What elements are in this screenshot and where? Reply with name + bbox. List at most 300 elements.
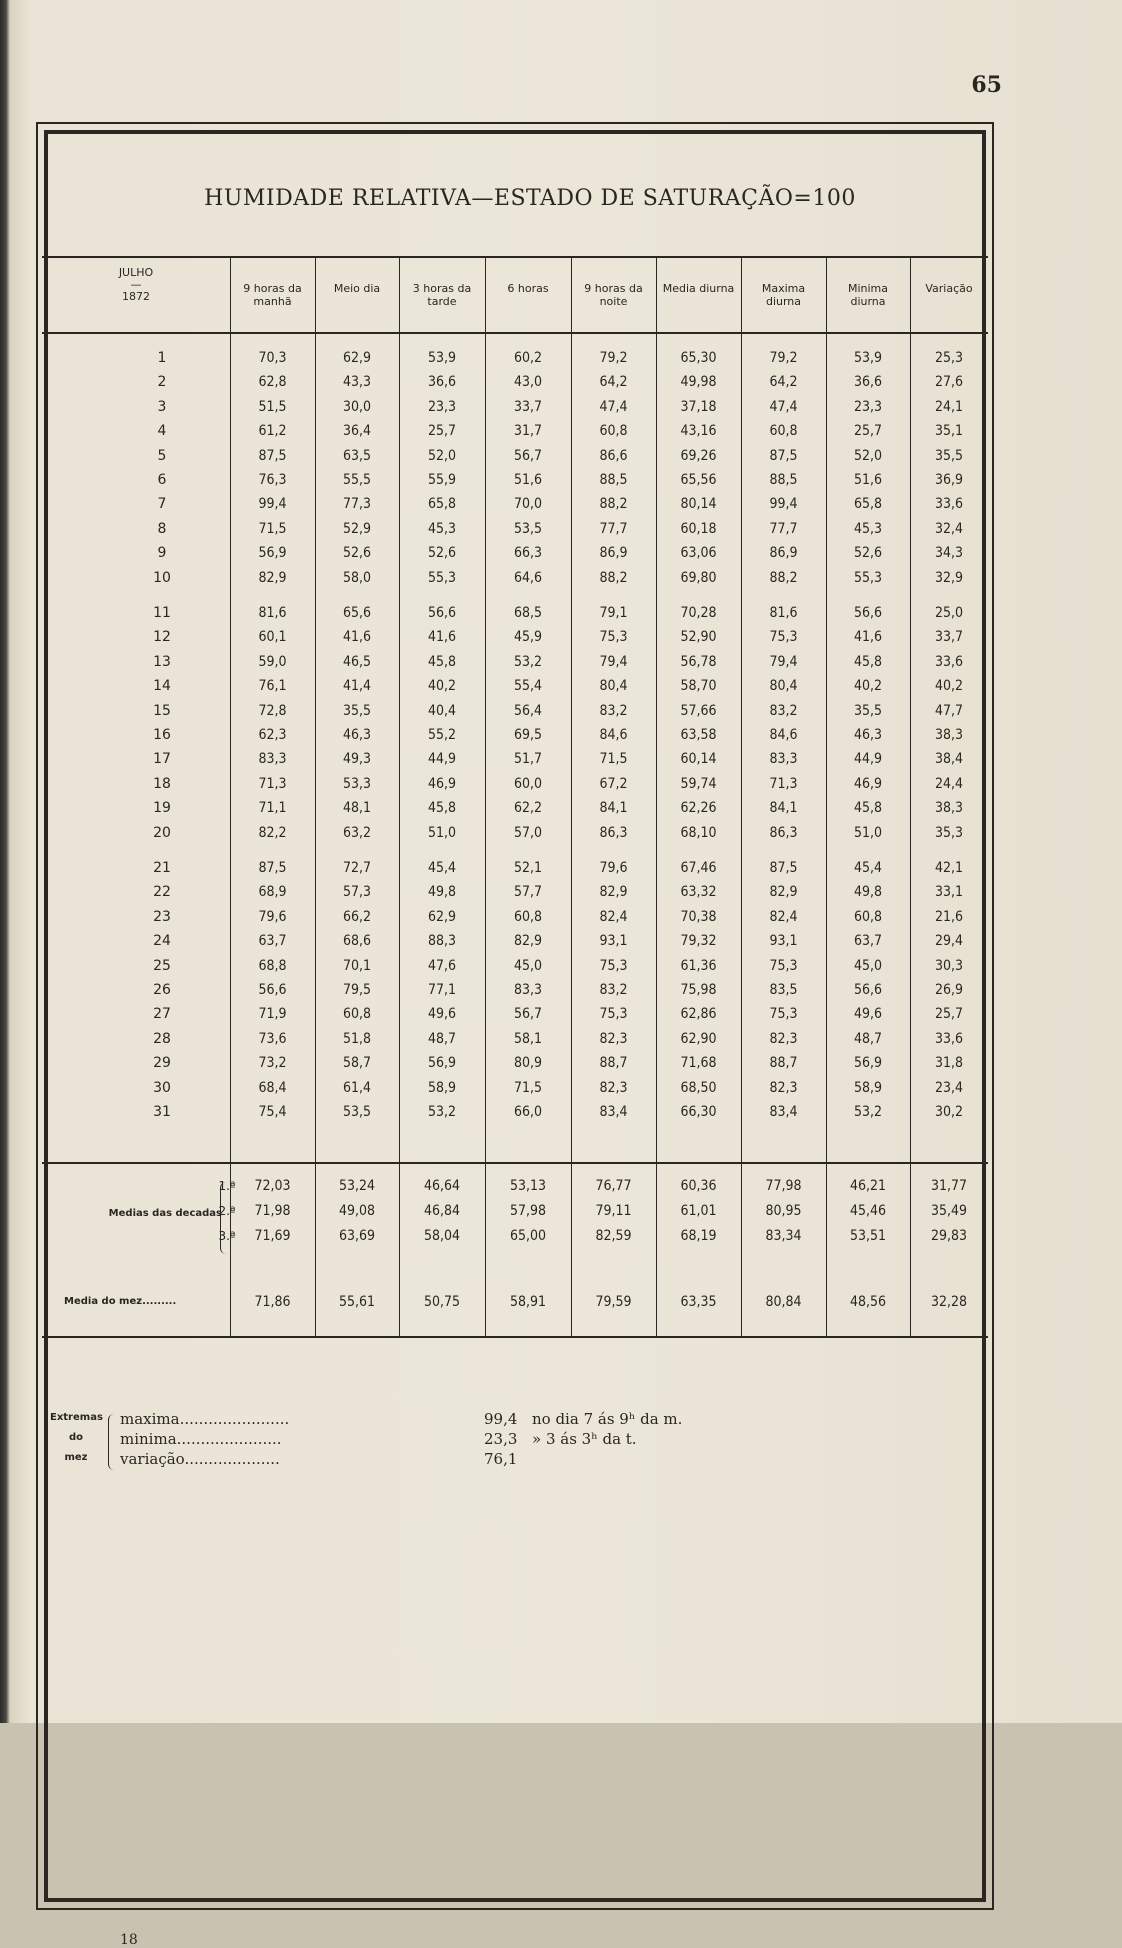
table-cell: 83,2 — [599, 982, 628, 998]
table-cell: 83,4 — [769, 1104, 798, 1120]
table-cell: 71,3 — [769, 775, 798, 792]
table-cell: 41,6 — [427, 629, 457, 646]
table-cell: 84,1 — [769, 800, 798, 817]
day-number: 25 — [153, 957, 171, 974]
table-cell: 64,6 — [513, 569, 543, 586]
table-cell: 55,3 — [427, 569, 457, 586]
table-cell: 40,2 — [853, 678, 883, 695]
table-cell: 63,06 — [680, 545, 717, 562]
table-cell: 62,2 — [513, 800, 543, 817]
table-cell: 93,1 — [769, 933, 798, 950]
table-cell: 75,3 — [599, 1006, 628, 1023]
table-cell: 60,8 — [599, 423, 628, 440]
table-cell: 65,56 — [680, 472, 717, 488]
table-cell: 86,9 — [599, 545, 628, 562]
decade-cell: 58,04 — [423, 1228, 461, 1244]
extremes-value: 76,1 — [484, 1450, 518, 1468]
decade-cell: 68,19 — [680, 1228, 717, 1244]
table-cell: 25,7 — [853, 423, 883, 440]
table-cell: 73,6 — [258, 1030, 287, 1047]
signature-mark: 18 — [120, 1932, 138, 1948]
table-cell: 65,30 — [680, 350, 717, 366]
table-cell: 99,4 — [258, 496, 287, 513]
table-cell: 45,3 — [853, 520, 883, 537]
table-cell: 58,9 — [427, 1079, 457, 1096]
day-number: 21 — [153, 860, 171, 876]
table-cell: 60,14 — [680, 751, 717, 768]
table-cell: 75,3 — [769, 629, 798, 646]
table-cell: 67,2 — [599, 775, 628, 792]
table-cell: 49,8 — [853, 884, 883, 901]
month-mean-cell: 79,59 — [595, 1294, 632, 1310]
extremes-note: » 3 ás 3ʰ da t. — [532, 1430, 637, 1448]
table-cell: 23,3 — [427, 398, 457, 415]
table-cell: 56,6 — [258, 982, 287, 998]
table-cell: 52,0 — [853, 447, 883, 464]
table-cell: 45,4 — [853, 860, 883, 876]
table-cell: 51,5 — [258, 398, 287, 415]
extremes-block — [50, 1410, 750, 1480]
table-cell: 86,3 — [599, 824, 628, 841]
table-cell: 57,66 — [680, 702, 717, 719]
decade-cell: 65,00 — [509, 1228, 547, 1244]
decade-cell: 63,69 — [338, 1228, 376, 1244]
extremes-note: no dia 7 ás 9ʰ da m. — [532, 1410, 683, 1428]
decade-cell: 49,08 — [338, 1203, 376, 1219]
table-cell: 80,4 — [599, 678, 628, 695]
table-cell: 33,6 — [934, 653, 964, 670]
table-cell: 49,6 — [853, 1006, 883, 1023]
table-cell: 53,2 — [427, 1104, 457, 1120]
decade-cell: 45,46 — [849, 1203, 887, 1219]
table-cell: 63,5 — [342, 447, 372, 464]
table-cell: 65,8 — [427, 496, 457, 513]
table-cell: 55,3 — [853, 569, 883, 586]
table-cell: 60,8 — [853, 908, 883, 925]
day-number: 16 — [153, 727, 171, 743]
table-cell: 88,5 — [769, 472, 798, 488]
table-cell: 66,30 — [680, 1104, 717, 1120]
table-cell: 84,6 — [599, 727, 628, 743]
table-cell: 27,6 — [934, 374, 964, 391]
table-cell: 52,9 — [342, 520, 372, 537]
decades-label: Medias das decadas — [108, 1208, 222, 1219]
day-number: 13 — [153, 653, 171, 670]
table-cell: 36,6 — [427, 374, 457, 391]
decade-cell: 46,64 — [423, 1178, 461, 1194]
table-cell: 88,2 — [769, 569, 798, 586]
table-cell: 79,6 — [258, 908, 287, 925]
table-cell: 70,0 — [513, 496, 543, 513]
decade-cell: 46,21 — [849, 1178, 887, 1194]
table-cell: 62,9 — [342, 350, 372, 366]
month-mean-cell: 48,56 — [849, 1294, 887, 1310]
column-divider — [571, 256, 572, 1336]
day-number: 15 — [153, 702, 171, 719]
table-cell: 66,3 — [513, 545, 543, 562]
column-header: 9 horas da manhã — [243, 282, 302, 308]
table-cell: 81,6 — [769, 605, 798, 621]
table-cell: 63,7 — [853, 933, 883, 950]
table-cell: 31,7 — [513, 423, 543, 440]
table-cell: 60,2 — [513, 350, 543, 366]
decade-cell: 72,03 — [254, 1178, 291, 1194]
table-cell: 38,3 — [934, 800, 964, 817]
table-cell: 72,7 — [342, 860, 372, 876]
table-cell: 49,98 — [680, 374, 717, 391]
table-cell: 71,68 — [680, 1055, 717, 1072]
table-cell: 35,5 — [853, 702, 883, 719]
table-cell: 35,5 — [342, 702, 372, 719]
column-header: Minima diurna — [847, 282, 889, 308]
table-cell: 76,3 — [258, 472, 287, 488]
decade-cell: 82,59 — [595, 1228, 632, 1244]
table-cell: 59,74 — [680, 775, 717, 792]
decade-cell: 57,98 — [509, 1203, 547, 1219]
table-cell: 56,9 — [427, 1055, 457, 1072]
table-cell: 79,1 — [599, 605, 628, 621]
table-cell: 70,1 — [342, 957, 372, 974]
table-cell: 83,4 — [599, 1104, 628, 1120]
table-cell: 72,8 — [258, 702, 287, 719]
table-cell: 49,3 — [342, 751, 372, 768]
table-cell: 38,4 — [934, 751, 964, 768]
table-cell: 76,1 — [258, 678, 287, 695]
table-cell: 36,9 — [934, 472, 964, 488]
table-cell: 79,32 — [680, 933, 717, 950]
table-cell: 86,9 — [769, 545, 798, 562]
column-header: 6 horas — [507, 282, 549, 295]
table-cell: 79,2 — [769, 350, 798, 366]
table-cell: 49,8 — [427, 884, 457, 901]
table-cell: 53,2 — [513, 653, 543, 670]
table-cell: 60,8 — [769, 423, 798, 440]
table-cell: 75,98 — [680, 982, 717, 998]
table-cell: 71,3 — [258, 775, 287, 792]
table-cell: 80,14 — [680, 496, 717, 513]
table-cell: 45,8 — [853, 653, 883, 670]
table-cell: 68,8 — [258, 957, 287, 974]
decade-cell: 83,34 — [765, 1228, 802, 1244]
table-cell: 37,18 — [680, 398, 717, 415]
header-month: JULHO — [118, 266, 154, 279]
table-cell: 52,0 — [427, 447, 457, 464]
decade-cell: 76,77 — [595, 1178, 632, 1194]
table-cell: 43,0 — [513, 374, 543, 391]
table-cell: 82,4 — [769, 908, 798, 925]
extremes-label: do — [68, 1432, 84, 1443]
column-header: Variação — [925, 282, 973, 295]
table-cell: 33,1 — [934, 884, 964, 901]
table-cell: 83,5 — [769, 982, 798, 998]
table-cell: 33,7 — [934, 629, 964, 646]
table-cell: 52,1 — [513, 860, 543, 876]
column-divider — [910, 256, 911, 1336]
month-mean-cell: 55,61 — [338, 1294, 376, 1310]
table-cell: 60,8 — [513, 908, 543, 925]
table-cell: 82,4 — [599, 908, 628, 925]
day-number: 23 — [153, 908, 171, 925]
table-cell: 40,2 — [934, 678, 964, 695]
table-cell: 42,1 — [934, 860, 964, 876]
table-cell: 33,7 — [513, 398, 543, 415]
table-cell: 58,1 — [513, 1030, 543, 1047]
extremes-value: 99,4 — [484, 1410, 518, 1428]
table-cell: 79,5 — [342, 982, 372, 998]
decade-cell: 29,83 — [930, 1228, 968, 1244]
column-divider — [315, 256, 316, 1336]
table-cell: 69,26 — [680, 447, 717, 464]
table-cell: 45,8 — [427, 653, 457, 670]
table-cell: 45,0 — [513, 957, 543, 974]
decade-cell: 53,24 — [338, 1178, 376, 1194]
table-cell: 56,6 — [853, 605, 883, 621]
table-cell: 36,6 — [853, 374, 883, 391]
table-cell: 87,5 — [258, 860, 287, 876]
table-cell: 60,1 — [258, 629, 287, 646]
day-number: 29 — [153, 1055, 171, 1072]
table-cell: 71,1 — [258, 800, 287, 817]
table-cell: 58,9 — [853, 1079, 883, 1096]
table-cell: 46,5 — [342, 653, 372, 670]
extremes-value: 23,3 — [484, 1430, 518, 1448]
day-number: 12 — [153, 629, 171, 646]
column-divider — [656, 256, 657, 1336]
rule-table-bottom — [42, 1336, 988, 1338]
table-cell: 56,9 — [853, 1055, 883, 1072]
table-cell: 62,86 — [680, 1006, 717, 1023]
table-cell: 32,9 — [934, 569, 964, 586]
table-cell: 53,3 — [342, 775, 372, 792]
table-cell: 45,4 — [427, 860, 457, 876]
table-cell: 46,9 — [427, 775, 457, 792]
table-cell: 53,9 — [853, 350, 883, 366]
table-cell: 25,0 — [934, 605, 964, 621]
decade-cell: 61,01 — [680, 1203, 717, 1219]
column-header: Meio dia — [333, 282, 381, 295]
header-year: 1872 — [122, 290, 150, 303]
day-number: 28 — [153, 1030, 171, 1047]
table-cell: 88,7 — [769, 1055, 798, 1072]
humidity-table — [42, 256, 988, 1336]
table-cell: 51,7 — [513, 751, 543, 768]
day-number: 2 — [157, 374, 167, 391]
table-cell: 40,2 — [427, 678, 457, 695]
page-number: 65 — [971, 72, 1002, 98]
table-cell: 63,7 — [258, 933, 287, 950]
decade-cell: 53,51 — [849, 1228, 887, 1244]
table-cell: 80,4 — [769, 678, 798, 695]
table-cell: 56,9 — [258, 545, 287, 562]
page-title: HUMIDADE RELATIVA—ESTADO DE SATURAÇÃO=100 — [204, 186, 856, 211]
table-cell: 60,18 — [680, 520, 717, 537]
table-cell: 41,4 — [342, 678, 372, 695]
table-cell: 79,4 — [769, 653, 798, 670]
table-cell: 59,0 — [258, 653, 287, 670]
table-cell: 75,3 — [769, 957, 798, 974]
decade-cell: 80,95 — [765, 1203, 802, 1219]
table-cell: 62,8 — [258, 374, 287, 391]
table-cell: 58,0 — [342, 569, 372, 586]
table-cell: 57,3 — [342, 884, 372, 901]
table-cell: 68,6 — [342, 933, 372, 950]
table-cell: 46,9 — [853, 775, 883, 792]
table-cell: 61,36 — [680, 957, 717, 974]
table-cell: 55,4 — [513, 678, 543, 695]
table-cell: 62,3 — [258, 727, 287, 743]
decade-cell: 71,98 — [254, 1203, 291, 1219]
table-cell: 80,9 — [513, 1055, 543, 1072]
day-number: 31 — [153, 1104, 171, 1120]
column-divider — [741, 256, 742, 1336]
day-number: 19 — [153, 800, 171, 817]
table-cell: 48,7 — [427, 1030, 457, 1047]
table-cell: 87,5 — [258, 447, 287, 464]
table-cell: 55,9 — [427, 472, 457, 488]
table-cell: 62,90 — [680, 1030, 717, 1047]
table-cell: 56,7 — [513, 1006, 543, 1023]
table-cell: 53,9 — [427, 350, 457, 366]
table-cell: 44,9 — [853, 751, 883, 768]
table-cell: 82,9 — [513, 933, 543, 950]
column-divider — [230, 256, 231, 1336]
table-cell: 64,2 — [769, 374, 798, 391]
decade-cell: 46,84 — [423, 1203, 461, 1219]
month-mean-cell: 71,86 — [254, 1294, 291, 1310]
table-cell: 70,3 — [258, 350, 287, 366]
day-number: 5 — [157, 447, 167, 464]
table-cell: 82,3 — [599, 1030, 628, 1047]
table-cell: 73,2 — [258, 1055, 287, 1072]
column-header: Media diurna — [662, 282, 735, 295]
table-cell: 64,2 — [599, 374, 628, 391]
extremes-brace — [108, 1414, 115, 1470]
decade-ordinal: 2.ª — [218, 1204, 236, 1218]
table-cell: 46,3 — [853, 727, 883, 743]
table-cell: 77,3 — [342, 496, 372, 513]
day-number: 3 — [157, 398, 167, 415]
day-number: 9 — [157, 545, 167, 562]
table-cell: 49,6 — [427, 1006, 457, 1023]
extremes-name: minima...................... — [120, 1430, 282, 1448]
table-cell: 82,3 — [599, 1079, 628, 1096]
table-cell: 61,4 — [342, 1079, 372, 1096]
day-number: 17 — [153, 751, 171, 768]
table-cell: 62,26 — [680, 800, 717, 817]
table-cell: 34,3 — [934, 545, 964, 562]
table-cell: 56,6 — [427, 605, 457, 621]
table-cell: 46,3 — [342, 727, 372, 743]
column-header: Maxima diurna — [761, 282, 806, 308]
day-number: 20 — [153, 824, 171, 841]
decade-ordinal: 3.ª — [218, 1229, 236, 1243]
day-number: 1 — [157, 350, 167, 366]
table-cell: 58,70 — [680, 678, 717, 695]
table-cell: 47,4 — [599, 398, 628, 415]
table-cell: 40,4 — [427, 702, 457, 719]
table-cell: 60,8 — [342, 1006, 372, 1023]
table-cell: 55,5 — [342, 472, 372, 488]
table-cell: 75,4 — [258, 1104, 287, 1120]
table-cell: 56,7 — [513, 447, 543, 464]
table-cell: 79,6 — [599, 860, 628, 876]
day-number: 7 — [157, 496, 167, 513]
decade-ordinal: 1.ª — [218, 1179, 236, 1193]
decade-cell: 53,13 — [509, 1178, 547, 1194]
table-cell: 33,6 — [934, 496, 964, 513]
table-cell: 66,0 — [513, 1104, 543, 1120]
table-cell: 68,10 — [680, 824, 717, 841]
table-cell: 57,7 — [513, 884, 543, 901]
table-cell: 35,5 — [934, 447, 964, 464]
rule-days-bottom — [42, 1162, 988, 1164]
table-cell: 62,9 — [427, 908, 457, 925]
table-cell: 45,8 — [427, 800, 457, 817]
table-cell: 65,6 — [342, 605, 372, 621]
table-cell: 45,0 — [853, 957, 883, 974]
table-cell: 71,5 — [599, 751, 628, 768]
table-cell: 88,3 — [427, 933, 457, 950]
table-cell: 63,58 — [680, 727, 717, 743]
day-number: 24 — [153, 933, 171, 950]
table-cell: 79,4 — [599, 653, 628, 670]
table-cell: 63,2 — [342, 824, 372, 841]
table-cell: 41,6 — [342, 629, 372, 646]
table-cell: 35,3 — [934, 824, 964, 841]
month-mean-cell: 80,84 — [765, 1294, 802, 1310]
table-cell: 45,3 — [427, 520, 457, 537]
table-cell: 31,8 — [934, 1055, 964, 1072]
table-cell: 68,50 — [680, 1079, 717, 1096]
extremes-label: mez — [64, 1452, 88, 1463]
rule-top — [42, 256, 988, 258]
month-mean-cell: 32,28 — [930, 1294, 968, 1310]
table-cell: 75,3 — [769, 1006, 798, 1023]
table-cell: 61,2 — [258, 423, 287, 440]
table-cell: 30,0 — [342, 398, 372, 415]
day-number: 11 — [153, 605, 171, 621]
table-cell: 30,2 — [934, 1104, 964, 1120]
column-header: 9 horas da noite — [584, 282, 643, 308]
header-dash: — — [130, 278, 142, 291]
table-cell: 82,9 — [599, 884, 628, 901]
table-cell: 56,78 — [680, 653, 717, 670]
decade-cell: 71,69 — [254, 1228, 291, 1244]
table-cell: 51,0 — [853, 824, 883, 841]
table-cell: 53,2 — [853, 1104, 883, 1120]
table-cell: 48,1 — [342, 800, 372, 817]
table-cell: 56,4 — [513, 702, 543, 719]
table-cell: 25,7 — [934, 1006, 964, 1023]
table-cell: 44,9 — [427, 751, 457, 768]
table-cell: 63,32 — [680, 884, 717, 901]
decade-cell: 79,11 — [595, 1203, 632, 1219]
table-cell: 43,3 — [342, 374, 372, 391]
table-cell: 88,2 — [599, 496, 628, 513]
table-cell: 87,5 — [769, 447, 798, 464]
column-divider — [399, 256, 400, 1336]
table-cell: 45,9 — [513, 629, 543, 646]
table-cell: 24,4 — [934, 775, 964, 792]
table-cell: 30,3 — [934, 957, 964, 974]
table-cell: 71,9 — [258, 1006, 287, 1023]
table-cell: 26,9 — [934, 982, 964, 998]
table-cell: 83,2 — [769, 702, 798, 719]
column-divider — [485, 256, 486, 1336]
table-cell: 77,1 — [427, 982, 457, 998]
table-cell: 52,90 — [680, 629, 717, 646]
table-cell: 66,2 — [342, 908, 372, 925]
